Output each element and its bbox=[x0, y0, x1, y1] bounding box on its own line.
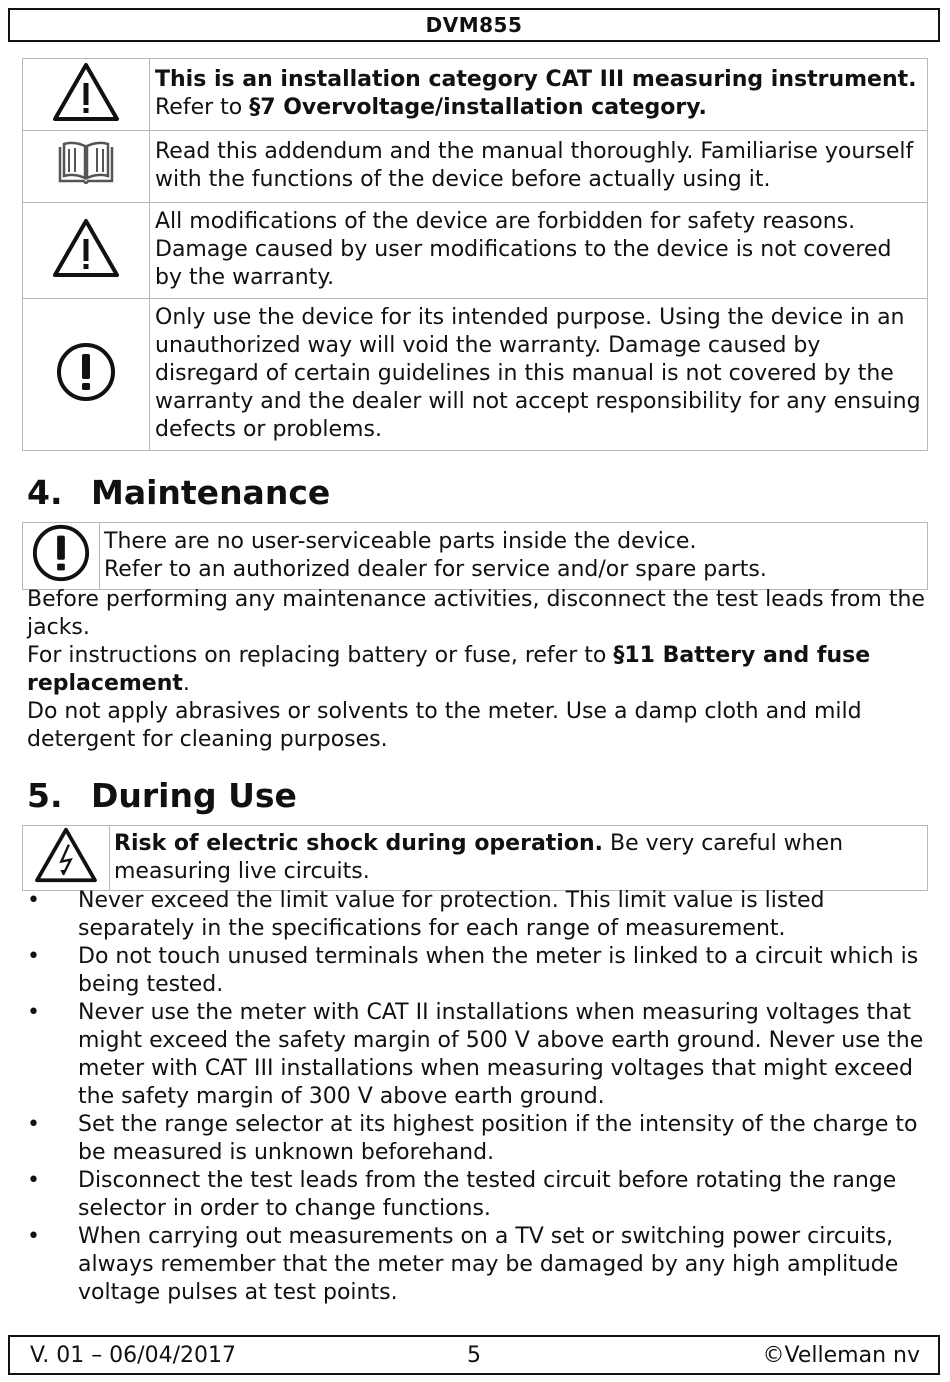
document-header bbox=[8, 8, 940, 42]
list-item: • Do not touch unused terminals when the meter is linked to a circuit which is being tested. bbox=[27, 943, 927, 999]
notice-text: Risk of electric shock during operation. Be very careful when measuring live circuits. bbox=[110, 826, 928, 891]
document-title: DVM855 bbox=[425, 13, 523, 37]
warning-row bbox=[23, 299, 928, 451]
electric-shock-icon bbox=[31, 826, 101, 890]
list-item: • Disconnect the test leads from the tested circuit before rotating the range selector in order to change functions. bbox=[27, 1167, 927, 1223]
list-item: • When carrying out measurements on a TV set or switching power circuits, always remember that the meter may be damaged by any high amplitude voltage pulses at test points. bbox=[27, 1223, 927, 1307]
shock-notice bbox=[22, 825, 928, 891]
safety-warnings-table bbox=[22, 58, 928, 451]
document-footer bbox=[8, 1335, 940, 1375]
notice-text: There are no user-serviceable parts inside the device. Refer to an authorized dealer for service and/or spare parts. bbox=[100, 523, 928, 590]
warning-text: Only use the device for its intended purpose. Using the device in an unauthorized way will void the warranty. Damage caused by disregard of certain guidelines in this manual is not covered by the warranty and the dealer will not accept responsibility for any ensuing defects or problems. bbox=[150, 299, 928, 451]
warning-row bbox=[23, 59, 928, 131]
paragraph: Before performing any maintenance activities, disconnect the test leads from the jacks. bbox=[27, 587, 925, 640]
maintenance-notice bbox=[22, 522, 928, 590]
version-date: V. 01 – 06/04/2017 bbox=[30, 1343, 236, 1368]
exclamation-circle-icon bbox=[31, 523, 91, 589]
list-item: • Never use the meter with CAT II installations when measuring voltages that might exceed the safety margin of 500 V above earth ground. Never use the meter with CAT III installations when measuring voltages that might exceed the safety margin of 300 V above earth ground. bbox=[27, 999, 927, 1111]
section-heading-maintenance: 4. Maintenance bbox=[27, 473, 331, 512]
paragraph: Do not apply abrasives or solvents to the meter. Use a damp cloth and mild detergent for cleaning purposes. bbox=[27, 699, 862, 752]
page-number: 5 bbox=[467, 1343, 481, 1368]
warning-triangle-icon bbox=[51, 217, 121, 285]
warning-row bbox=[23, 203, 928, 299]
warning-row bbox=[23, 131, 928, 203]
manual-book-icon bbox=[54, 139, 118, 195]
warning-text: All modifications of the device are forbidden for safety reasons. Damage caused by user modifications to the device is not covered by the warranty. bbox=[150, 203, 928, 299]
list-item: • Never exceed the limit value for protection. This limit value is listed separately in the specifications for each range of measurement. bbox=[27, 887, 927, 943]
section-heading-during-use: 5. During Use bbox=[27, 776, 297, 815]
warning-triangle-icon bbox=[51, 61, 121, 129]
copyright: ©Velleman nv bbox=[762, 1343, 920, 1368]
list-item: • Set the range selector at its highest position if the intensity of the charge to be measured is unknown beforehand. bbox=[27, 1111, 927, 1167]
cross-reference: §11 Battery and fuse replacement bbox=[27, 643, 871, 696]
during-use-list bbox=[27, 887, 927, 1307]
paragraph: For instructions on replacing battery or fuse, refer to §11 Battery and fuse replacement. bbox=[27, 643, 871, 696]
warning-text: Read this addendum and the manual thoroughly. Familiarise yourself with the functions of the device before actually using it. bbox=[150, 131, 928, 203]
maintenance-paragraphs bbox=[27, 586, 927, 754]
warning-text: This is an installation category CAT III measuring instrument. Refer to §7 Overvoltage/installation category. bbox=[150, 59, 928, 131]
exclamation-circle-icon bbox=[55, 341, 117, 409]
